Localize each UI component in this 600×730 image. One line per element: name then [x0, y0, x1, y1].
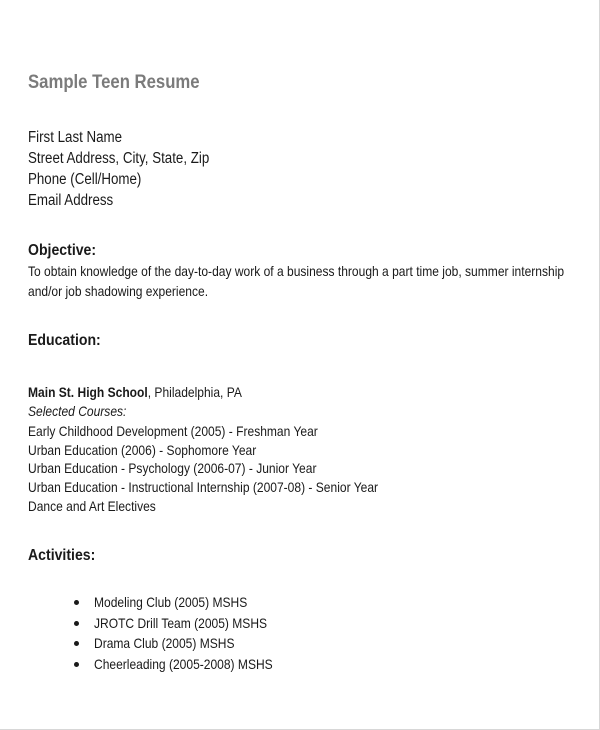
course-item: Urban Education (2006) - Sophomore Year [28, 442, 257, 458]
activity-label: Modeling Club (2005) MSHS [94, 594, 248, 610]
activity-label: Drama Club (2005) MSHS [94, 635, 235, 651]
course-item: Dance and Art Electives [28, 498, 156, 514]
school-line [28, 382, 242, 402]
objective-heading: Objective: [28, 242, 97, 259]
page-title: Sample Teen Resume [28, 72, 200, 93]
education-heading: Education: [28, 332, 101, 349]
school-name: Main St. High School [28, 384, 148, 400]
activity-label: JROTC Drill Team (2005) MSHS [94, 614, 268, 631]
activity-label: Cheerleading (2005-2008) MSHS [94, 655, 273, 672]
bullet-icon [74, 600, 79, 605]
course-item: Urban Education - Instructional Internship (2007-08) - Senior Year [28, 479, 379, 495]
activities-heading: Activities: [28, 547, 96, 564]
contact-address: Street Address, City, State, Zip [28, 150, 210, 167]
course-item: Urban Education - Psychology (2006-07) - Junior Year [28, 460, 317, 476]
contact-email: Email Address [28, 192, 114, 209]
contact-name: First Last Name [28, 129, 123, 146]
objective-line-2: and/or job shadowing experience. [28, 283, 209, 299]
course-item: Early Childhood Development (2005) - Freshman Year [28, 423, 318, 439]
courses-label: Selected Courses: [28, 403, 127, 419]
contact-phone: Phone (Cell/Home) [28, 171, 142, 188]
bullet-icon [74, 621, 79, 626]
bullet-icon [74, 641, 79, 646]
school-location: , Philadelphia, PA [147, 384, 242, 400]
objective-line-1: To obtain knowledge of the day-to-day work of a business through a part time job, summer internship [28, 263, 565, 279]
bullet-icon [74, 662, 79, 667]
